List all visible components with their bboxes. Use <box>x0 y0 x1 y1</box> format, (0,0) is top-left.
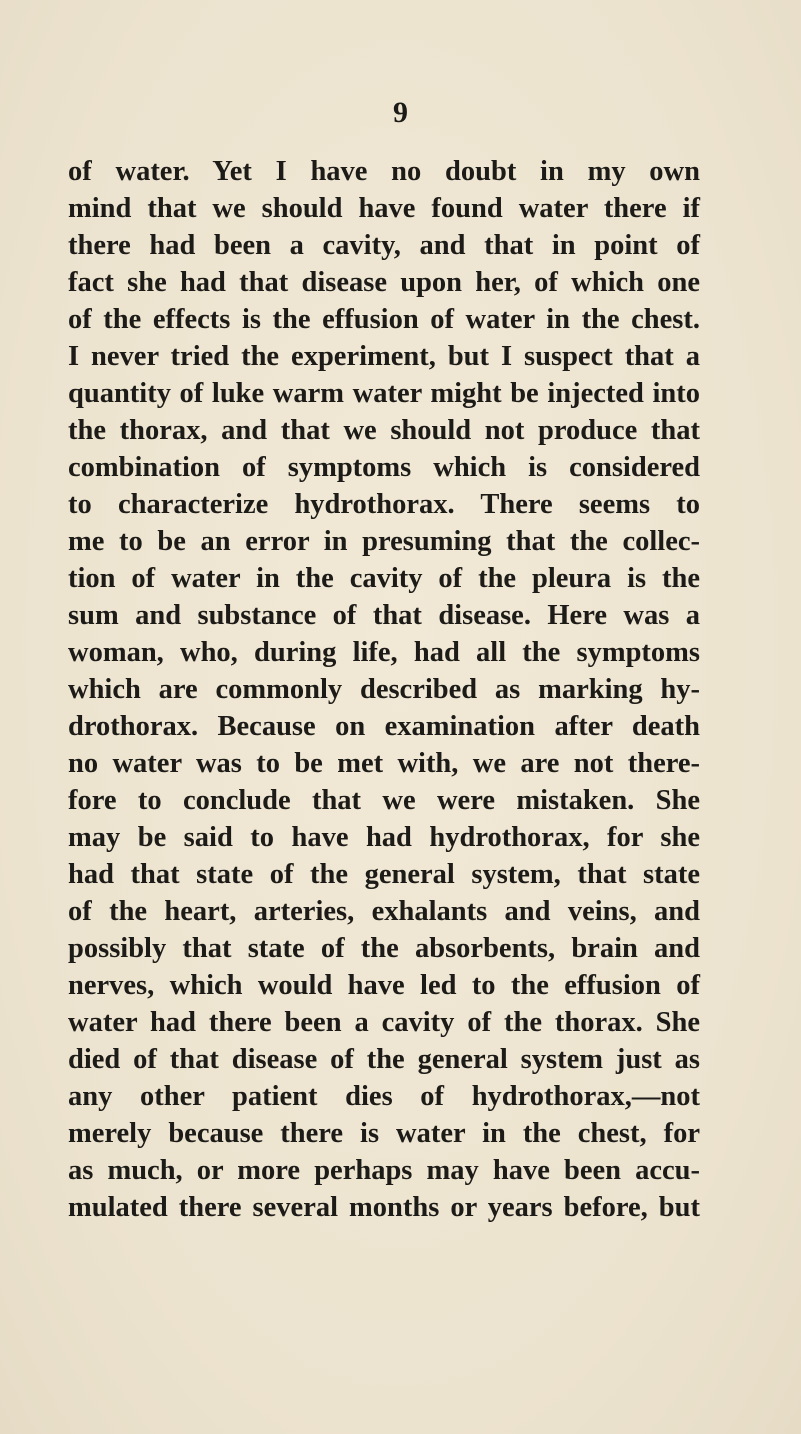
text-line: I never tried the experiment, but I suspect that a <box>68 341 700 372</box>
text-line: there had been a cavity, and that in point of <box>68 230 700 261</box>
text-line: as much, or more perhaps may have been accu- <box>68 1155 700 1186</box>
page-number: 9 <box>393 96 408 129</box>
text-line: possibly that state of the absorbents, brain and <box>68 933 700 964</box>
text-line: tion of water in the cavity of the pleura is the <box>68 563 700 594</box>
text-line: no water was to be met with, we are not there- <box>68 748 700 779</box>
text-line: of the effects is the effusion of water in the chest. <box>68 304 700 335</box>
text-line: may be said to have had hydrothorax, for she <box>68 822 700 853</box>
text-line: sum and substance of that disease. Here was a <box>68 600 700 631</box>
text-line: fore to conclude that we were mistaken. She <box>68 785 700 816</box>
text-line: nerves, which would have led to the effusion of <box>68 970 700 1001</box>
text-line: which are commonly described as marking hy- <box>68 674 700 705</box>
text-line: of the heart, arteries, exhalants and veins, and <box>68 896 700 927</box>
text-line: died of that disease of the general system just as <box>68 1044 700 1075</box>
text-line: of water. Yet I have no doubt in my own <box>68 156 700 187</box>
text-line: any other patient dies of hydrothorax,—not <box>68 1081 700 1112</box>
text-line: mulated there several months or years before, but <box>68 1192 700 1223</box>
text-line: fact she had that disease upon her, of which one <box>68 267 700 298</box>
text-line: mind that we should have found water there if <box>68 193 700 224</box>
text-line: combination of symptoms which is considered <box>68 452 700 483</box>
text-line: to characterize hydrothorax. There seems to <box>68 489 700 520</box>
text-line: water had there been a cavity of the thorax. She <box>68 1007 700 1038</box>
text-line: woman, who, during life, had all the symptoms <box>68 637 700 668</box>
text-line: merely because there is water in the chest, for <box>68 1118 700 1149</box>
text-line: me to be an error in presuming that the collec- <box>68 526 700 557</box>
text-line: drothorax. Because on examination after death <box>68 711 700 742</box>
text-line: had that state of the general system, that state <box>68 859 700 890</box>
text-line: quantity of luke warm water might be injected into <box>68 378 700 409</box>
body-text <box>68 153 700 1226</box>
text-line: the thorax, and that we should not produce that <box>68 415 700 446</box>
